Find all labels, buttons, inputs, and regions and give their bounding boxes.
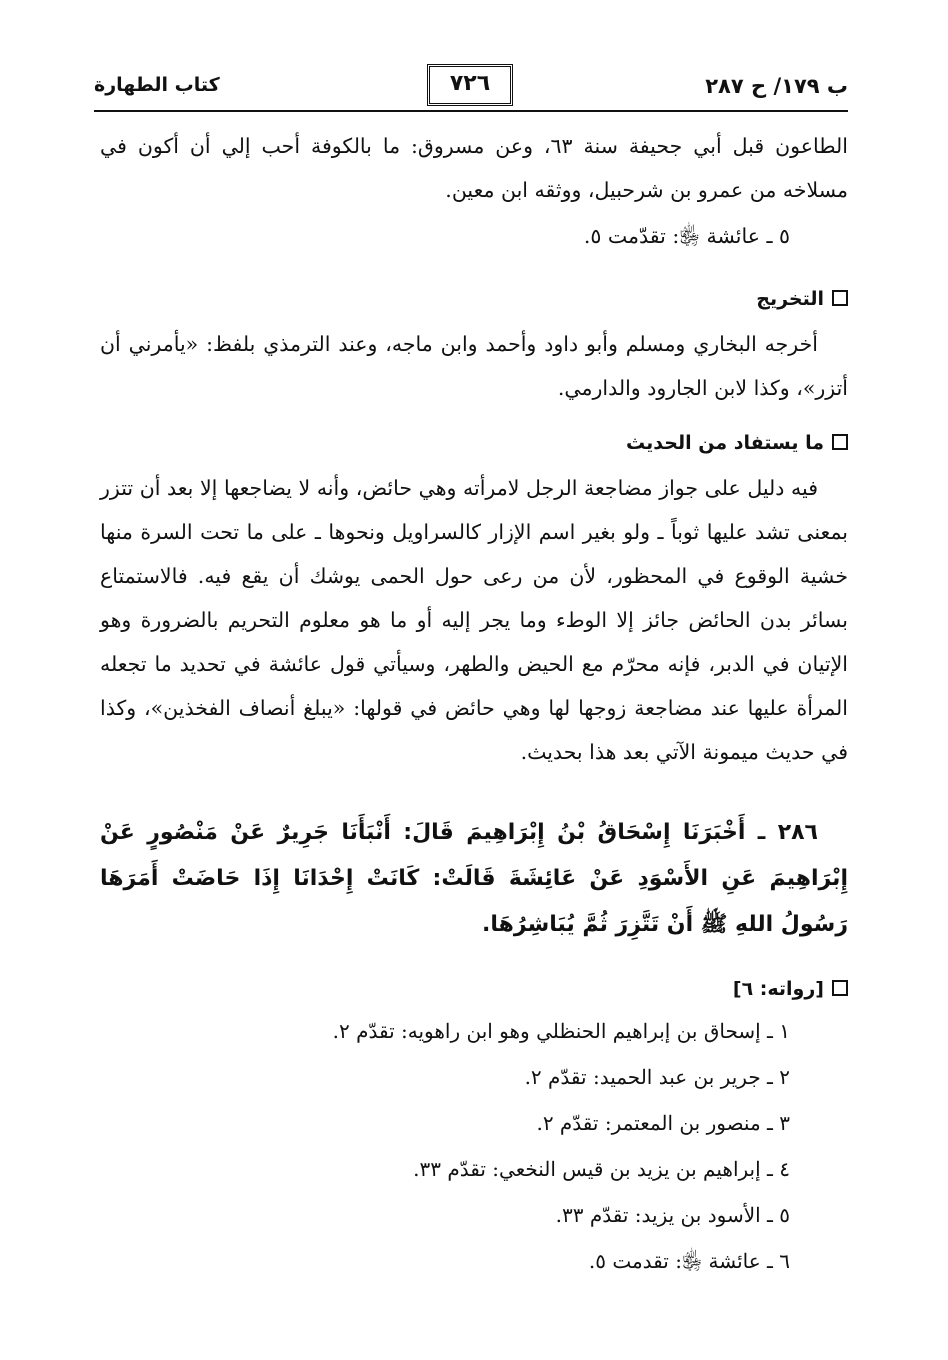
list-item: ٢ ـ جرير بن عبد الحميد: تقدّم ٢.: [524, 1065, 790, 1089]
checkbox-square-icon: [832, 434, 848, 450]
takhrij-heading: [100, 284, 848, 314]
checkbox-square-icon: [832, 980, 848, 996]
hadith-text: ٢٨٦ ـ أَخْبَرَنَا إِسْحَاقُ بْنُ إِبْرَاهِيمَ قَالَ: أَنْبَأَنَا جَرِيرٌ عَنْ مَنْصُورٍ عَنْ إِبْرَاهِيمَ عَنِ الأَسْوَدِ عَنْ عَائِشَةَ قَالَتْ: كَانَتْ إِحْدَانَا إِذَا حَاضَتْ أَمَرَهَا رَسُولُ اللهِ ﷺ أَنْ تَتَّزِرَ ثُمَّ يُبَاشِرُهَا.: [100, 820, 848, 937]
book-title: كتاب الطهارة: [94, 74, 220, 96]
intro-item: ٥ ـ عائشة ﵂: تقدّمت ٥.: [583, 224, 790, 248]
list-item: ٦ ـ عائشة ﵂: تقدمت ٥.: [588, 1249, 790, 1273]
narrators-heading: [100, 974, 848, 1004]
hadith-reference: ب ١٧٩/ ح ٢٨٧: [705, 74, 848, 98]
narrators-heading-text: [رواته: ٦]: [732, 978, 824, 1000]
list-item: ١ ـ إسحاق بن إبراهيم الحنظلي وهو ابن راهويه: تقدّم ٢.: [332, 1019, 790, 1043]
header-divider: [94, 110, 848, 112]
list-item: ٤ ـ إبراهيم بن يزيد بن قيس النخعي: تقدّم ٣٣.: [413, 1157, 790, 1181]
takhrij-paragraph: أخرجه البخاري ومسلم وأبو داود وأحمد وابن ماجه، وعند الترمذي بلفظ: «يأمرني أن أتزر»، وكذا لابن الجارود والدارمي.: [100, 332, 848, 400]
intro-paragraph: الطاعون قبل أبي جحيفة سنة ٦٣، وعن مسروق: ما بالكوفة أحب إلي أن أكون في مسلاخه من عمرو بن شرحبيل، ووثقه ابن معين.: [100, 134, 848, 202]
list-item: ٣ ـ منصور بن المعتمر: تقدّم ٢.: [536, 1111, 790, 1135]
list-item: ٥ ـ الأسود بن يزيد: تقدّم ٣٣.: [555, 1203, 790, 1227]
page-number: ٧٢٦: [427, 64, 513, 106]
checkbox-square-icon: [832, 290, 848, 306]
benefits-heading-text: ما يستفاد من الحديث: [626, 432, 824, 454]
takhrij-heading-text: التخريج: [756, 288, 824, 310]
narrators-list: [100, 1008, 848, 1284]
benefits-heading: [100, 428, 848, 458]
page-header: [94, 70, 848, 104]
benefits-paragraph: فيه دليل على جواز مضاجعة الرجل لامرأته وهي حائض، وأنه لا يضاجعها إلا بعد أن تتزر بمعنى تشد عليها ثوباً ـ ولو بغير اسم الإزار كالسراويل ونحوها ـ على ما تحت السرة منها خشية الوقوع في المحظور، لأن من رعى حول الحمى يوشك أن يقع فيه. فالاستمتاع بسائر بدن الحائض جائز إلا الوطء وما يجر إليه أو ما هو معلوم التحريم بالضرورة وهو الإتيان في الدبر، فإنه محرّم مع الحيض والطهر، وسيأتي قول عائشة في تحديد ما تجعله المرأة عليها عند مضاجعة زوجها لها وهي حائض في قولها: «يبلغ أنصاف الفخذين»، وكذا في حديث ميمونة الآتي بعد هذا بحديث.: [100, 476, 848, 764]
